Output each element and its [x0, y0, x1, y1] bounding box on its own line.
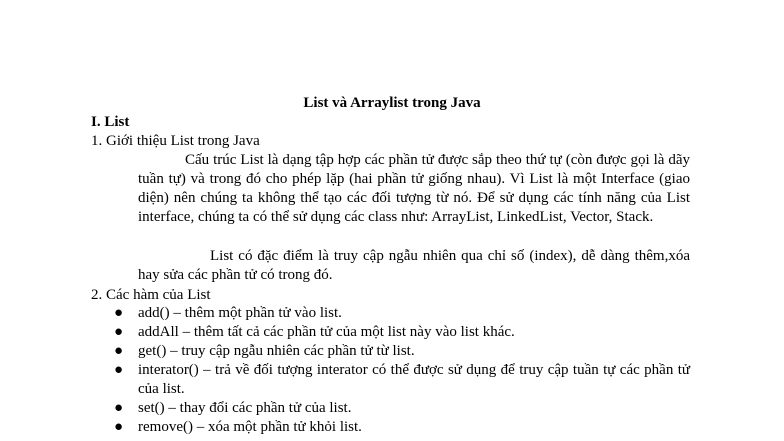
document-title: List và Arraylist trong Java	[303, 95, 481, 111]
function-interator: interator() – trả về đối tượng interator có thể được sử dụng để truy cập tuần tự các phần tử của list.	[138, 362, 690, 397]
function-remove: remove() – xóa một phần tử khỏi list.	[138, 419, 362, 435]
list-item	[114, 342, 690, 361]
list-item	[114, 323, 690, 342]
bullet-icon: ●	[114, 400, 124, 416]
list-item	[114, 418, 690, 437]
bullet-icon: ●	[114, 343, 124, 359]
function-add: add() – thêm một phần tử vào list.	[138, 305, 342, 321]
function-get: get() – truy cập ngẫu nhiên các phần tử từ list.	[138, 343, 415, 359]
section-heading-list: I. List	[91, 114, 130, 130]
list-item	[114, 304, 690, 323]
bullet-icon: ●	[114, 419, 124, 435]
bullet-icon: ●	[114, 324, 124, 340]
list-item	[114, 399, 690, 418]
subsection-heading-intro: 1. Giới thiệu List trong Java	[91, 133, 260, 149]
subsection-heading-functions: 2. Các hàm của List	[91, 287, 211, 303]
bullet-icon: ●	[114, 305, 124, 321]
function-addall: addAll – thêm tất cả các phần tử của một list này vào list khác.	[138, 324, 515, 340]
intro-paragraph: Cấu trúc List là dạng tập hợp các phần tử được sắp theo thứ tự (còn được gọi là dãy tuần tự) và trong đó cho phép lặp (hai phần tử giống nhau). Vì List là một Interface (giao diện) nên chúng ta không thể tạo các đối tượng từ nó. Để sử dụng các tính năng của List interface, chúng ta có thể sử dụng các class như: ArrayList, LinkedList, Vector, Stack.	[138, 152, 690, 225]
function-list	[114, 304, 690, 437]
list-item	[114, 361, 690, 399]
function-set: set() – thay đổi các phần tử của list.	[138, 400, 352, 416]
bullet-icon: ●	[114, 362, 124, 378]
list-feature-paragraph: List có đặc điểm là truy cập ngẫu nhiên qua chỉ số (index), dễ dàng thêm,xóa hay sửa các phần tử có trong đó.	[138, 248, 690, 283]
